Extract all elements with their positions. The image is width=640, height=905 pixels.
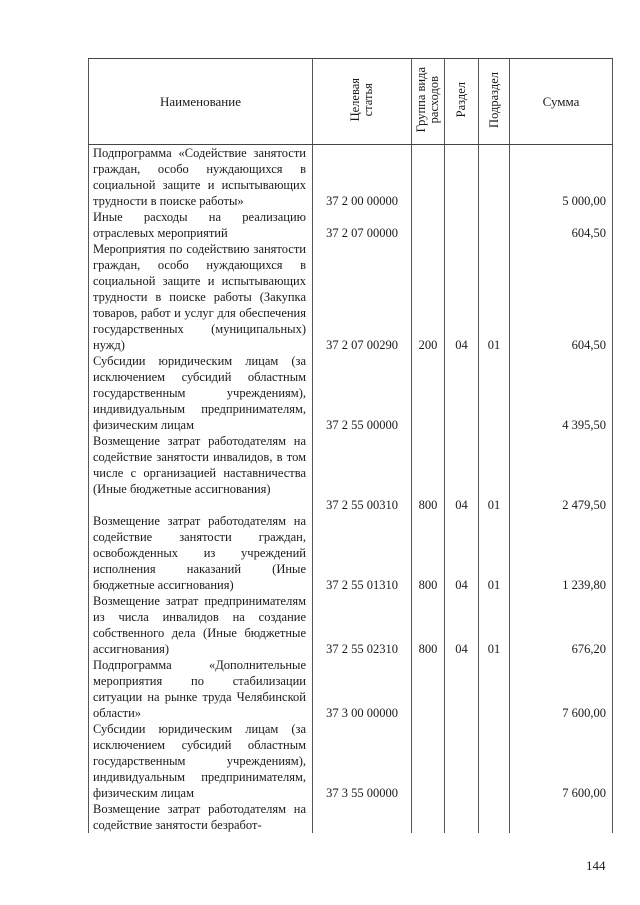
row-code: 37 2 07 00000 [313, 209, 412, 241]
table-row [89, 721, 613, 801]
row-code: 37 3 00 00000 [313, 657, 412, 721]
row-section [445, 801, 479, 833]
row-group [412, 209, 445, 241]
row-name: Подпрограмма «Дополнительные мероприятия по стабилизации ситуации на рынке труда Челябинской области» [89, 657, 313, 721]
row-section [445, 721, 479, 801]
row-sum: 5 000,00 [510, 145, 613, 210]
row-name: Субсидии юридическим лицам (за исключением субсидий областным государственным учреждениям), индивидуальным предпринимателям, физическим лицам [89, 721, 313, 801]
row-group [412, 145, 445, 210]
row-code [313, 801, 412, 833]
row-section: 04 [445, 513, 479, 593]
row-subsection [479, 721, 510, 801]
table-row [89, 433, 613, 513]
row-code: 37 3 55 00000 [313, 721, 412, 801]
table-row [89, 801, 613, 833]
row-sum: 2 479,50 [510, 433, 613, 513]
row-section [445, 209, 479, 241]
row-subsection: 01 [479, 513, 510, 593]
row-sum: 604,50 [510, 241, 613, 353]
row-code: 37 2 07 00290 [313, 241, 412, 353]
row-group [412, 721, 445, 801]
row-sum: 676,20 [510, 593, 613, 657]
row-subsection [479, 145, 510, 210]
page-number: 144 [586, 858, 606, 873]
row-name: Возмещение затрат предпринимателям из числа инвалидов на создание собственного дела (Иные бюджетные ассигнования) [89, 593, 313, 657]
row-section [445, 353, 479, 433]
row-subsection [479, 657, 510, 721]
row-sum: 1 239,80 [510, 513, 613, 593]
row-name: Иные расходы на реализацию отраслевых мероприятий [89, 209, 313, 241]
row-group: 200 [412, 241, 445, 353]
row-sum: 604,50 [510, 209, 613, 241]
table-row [89, 241, 613, 353]
row-subsection [479, 209, 510, 241]
row-group [412, 657, 445, 721]
row-group [412, 353, 445, 433]
table-row [89, 353, 613, 433]
row-group: 800 [412, 593, 445, 657]
header-sum: Сумма [510, 59, 613, 145]
row-section: 04 [445, 241, 479, 353]
row-subsection [479, 353, 510, 433]
row-section [445, 145, 479, 210]
row-name: Возмещение затрат работодателям на содействие занятости граждан, освобожденных из учреждений исполнения наказаний (Иные бюджетные ассигнования) [89, 513, 313, 593]
budget-table [88, 58, 613, 833]
row-group: 800 [412, 433, 445, 513]
table-row [89, 593, 613, 657]
row-code: 37 2 55 02310 [313, 593, 412, 657]
row-group: 800 [412, 513, 445, 593]
row-subsection: 01 [479, 241, 510, 353]
row-code: 37 2 55 00000 [313, 353, 412, 433]
table-header-row [89, 59, 613, 145]
row-section: 04 [445, 593, 479, 657]
row-code: 37 2 00 00000 [313, 145, 412, 210]
row-subsection [479, 801, 510, 833]
row-subsection: 01 [479, 433, 510, 513]
row-name: Возмещение затрат работодателям на содействие занятости безработ- [89, 801, 313, 833]
row-name: Возмещение затрат работодателям на содействие занятости инвалидов, в том числе с организацией наставничества (Иные бюджетные ассигнования) [89, 433, 313, 513]
budget-table-container [88, 58, 612, 833]
row-sum [510, 801, 613, 833]
row-section [445, 657, 479, 721]
table-row [89, 209, 613, 241]
row-group [412, 801, 445, 833]
row-section: 04 [445, 433, 479, 513]
header-section: Раздел [445, 59, 479, 145]
row-name: Мероприятия по содействию занятости граждан, особо нуждающихся в социальной защите и испытывающих трудности в поиске работы (Закупка товаров, работ и услуг для обеспечения государственных (муниципальных) нужд) [89, 241, 313, 353]
header-target-article: Целевая статья [313, 59, 412, 145]
header-expense-group: Группа вида расходов [412, 59, 445, 145]
row-name: Субсидии юридическим лицам (за исключением субсидий областным государственным учреждениям), индивидуальным предпринимателям, физическим лицам [89, 353, 313, 433]
row-code: 37 2 55 00310 [313, 433, 412, 513]
row-sum: 7 600,00 [510, 721, 613, 801]
row-sum: 4 395,50 [510, 353, 613, 433]
row-sum: 7 600,00 [510, 657, 613, 721]
header-subsection: Подраздел [479, 59, 510, 145]
row-name: Подпрограмма «Содействие занятости граждан, особо нуждающихся в социальной защите и испытывающих трудности в поиске работы» [89, 145, 313, 210]
table-row [89, 513, 613, 593]
header-name: Наименование [89, 59, 313, 145]
row-code: 37 2 55 01310 [313, 513, 412, 593]
row-subsection: 01 [479, 593, 510, 657]
table-row [89, 657, 613, 721]
table-row [89, 145, 613, 210]
